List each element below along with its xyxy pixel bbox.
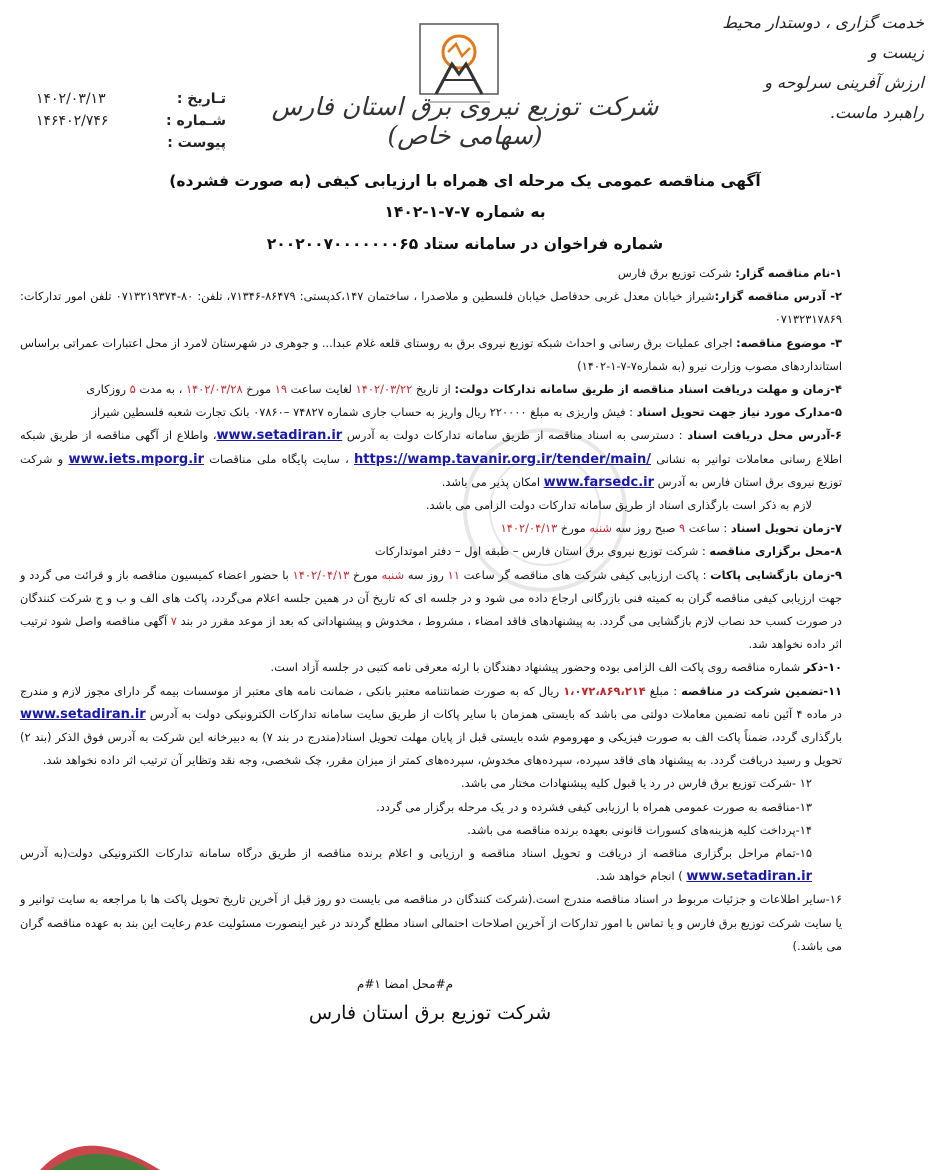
tender-number: به شماره ۷-۷-۱-۱۴۰۲ bbox=[384, 203, 546, 221]
item-7-date: ۱۴۰۲/۰۴/۱۳ bbox=[500, 521, 558, 536]
item-4-label: ۴-زمان و مهلت دریافت اسناد مناقصه از طریق سامانه تدارکات دولت: bbox=[454, 382, 842, 397]
item-9-text: آگهی مناقصه واصل شود ترتیب اثر داده نخواهد شد. bbox=[20, 614, 842, 652]
item-8 bbox=[20, 540, 842, 563]
item-9-ref: ۷ bbox=[170, 614, 177, 629]
item-5-label: ۵-مدارک مورد نیاز جهت تحویل اسناد bbox=[636, 405, 842, 420]
item-4-text: مورخ bbox=[242, 382, 275, 397]
item-4-start-date: ۱۴۰۲/۰۳/۲۲ bbox=[355, 382, 413, 397]
item-14: ۱۴-پرداخت کلیه هزینه‌های کسورات قانونی بعهده برنده مناقصه می باشد. bbox=[467, 822, 812, 837]
item-11 bbox=[20, 680, 842, 773]
guarantee-amount: ۱،۰۷۲،۸۶۹،۲۱۴ bbox=[563, 683, 646, 698]
item-10 bbox=[20, 656, 842, 679]
item-11-text: بارگذاری گردد، ضمناً پاکت الف به صورت فیزیکی و مهروموم شده بایستی قبل از پایان مهلت تحویل اسناد(مندرج در بند ۷) به دبیرخانه این شرکت به آدرس فوق الذکر (بند ۲) تحویل و رسید دریافت گردد. به پیشنهاد های فاقد سپرده، سپرده‌های مخدوش، سپرده‌های کمتر از میزان مقرر، چک شخصی، وجه نقد وتظایر آن ترتیب اثر داده نخواهد شد. bbox=[20, 730, 842, 768]
item-13: ۱۳-مناقصه به صورت عمومی همراه با ارزیابی کیفی فشرده و در یک مرحله برگزار می گردد. bbox=[376, 799, 812, 814]
item-9-text: : پاکت ارزیابی کیفی شرکت های مناقصه گر ساعت bbox=[459, 567, 711, 582]
item-11-text: : مبلغ bbox=[645, 683, 682, 698]
slogan-line: خدمت گزاری ، دوستدار محیط زیست و bbox=[722, 13, 924, 62]
item-4-end-date: ۱۴۰۲/۰۳/۲۸ bbox=[186, 382, 243, 397]
company-title: شرکت توزیع نیروی برق استان فارس (سهامی خاص) bbox=[271, 92, 659, 150]
item-8-label: ۸-محل برگزاری مناقصه bbox=[709, 544, 842, 559]
item-4-text: ، به مدت bbox=[135, 382, 187, 397]
date-value: ۱۴۰۲/۰۳/۱۳ bbox=[36, 91, 106, 107]
item-7-hour: ۹ bbox=[679, 521, 686, 536]
item-1-label: ۱-نام مناقصه گزار: bbox=[735, 266, 842, 280]
notice-title: آگهی مناقصه عمومی یک مرحله ای همراه با ارزیابی کیفی (به صورت فشرده) bbox=[169, 172, 761, 190]
item-6-text: ، واطلاع از آگهی مناقصه از طریق شبکه اطلاع رسانی معاملات توانیر به نشانی bbox=[20, 428, 842, 466]
item-3-label: ۳- موضوع مناقصه: bbox=[736, 335, 842, 350]
item-9-text: مورخ bbox=[349, 567, 382, 582]
item-4-hour: ۱۹ bbox=[274, 382, 287, 397]
letter-meta bbox=[36, 88, 226, 154]
item-6-label: ۶-آدرس محل دریافت اسناد bbox=[687, 428, 842, 443]
attachment-label: پیوست : bbox=[167, 135, 226, 151]
item-10-text: شماره مناقصه روی پاکت الف الزامی بوده وحضور پیشنهاد دهندگان با ارئه معرفی نامه کتبی در جلسه آزاد است. bbox=[270, 660, 804, 675]
item-1 bbox=[20, 262, 842, 285]
item-5-text: : فیش واریزی به مبلغ ۲۲۰۰۰۰ ریال واریز به حساب جاری شماره ۷۴۸۲۷ –۰۷۸۶۰ بانک تجارت شعبه فلسطین شیراز bbox=[91, 405, 637, 420]
date-label: تـاریخ : bbox=[176, 91, 226, 107]
item-7-text: صبح روز سه bbox=[611, 521, 679, 536]
item-4-days: ۵ bbox=[129, 382, 136, 397]
item-9-label: ۹-زمان بازگشایی پاکات bbox=[710, 567, 842, 582]
iets-link[interactable]: www.iets.mporg.ir bbox=[68, 451, 205, 467]
item-11-label: ۱۱-تضمین شرکت در مناقصه bbox=[681, 683, 842, 698]
item-9-hour: ۱۱ bbox=[447, 567, 460, 582]
item-7 bbox=[20, 517, 842, 540]
item-2-text: شیراز خیابان معدل غربی حدفاصل خیابان فلسطین و ملاصدرا ، ساختمان ۱۴۷،کدپستی: ۸۶۴۷۹-۷۱۳۴۶، تلفن: ۸۰-۰۷۱۳۲۱۹۳۷۴ تلفن امور تدارکات: ۰۷۱۳۲۳۱۷۸۶۹ bbox=[20, 289, 842, 327]
item-2 bbox=[20, 285, 842, 331]
call-number: شماره فراخوان در سامانه ستاد ۲۰۰۲۰۰۷۰۰۰۰۰۰۰۶۵ bbox=[266, 235, 664, 253]
tavanir-link[interactable]: https://wamp.tavanir.org.ir/tender/main/ bbox=[354, 451, 651, 467]
footer-emblem-icon bbox=[40, 1118, 160, 1170]
item-16: ۱۶-سایر اطلاعات و جزئیات مربوط در اسناد مناقصه مندرج است.(شرکت کنندگان در مناقصه می بایست دو روز قبل از آخرین تاریخ تحویل پاکت ها با مراجعه به سایت توانیر و یا سایت شرکت توزیع برق فارس و یا تماس با امور تدارکات از آخرین اصلاحات احتمالی اسناد مطلع گردند در غیر اینصورت مسئولیت عدم رعایت این بند به عهده مناقصه گران می باشد.) bbox=[20, 892, 842, 953]
item-10-label: ۱۰-ذکر bbox=[803, 660, 842, 675]
item-7-text: : ساعت bbox=[685, 521, 731, 536]
item-9-day: شنبه bbox=[381, 567, 405, 582]
item-9-text: روز سه bbox=[404, 567, 448, 582]
setadiran-link[interactable]: www.setadiran.ir bbox=[686, 869, 812, 885]
item-8-text: : شرکت توزیع نیروی برق استان فارس – طبقه اول – دفتر اموتدارکات bbox=[374, 544, 710, 559]
item-9 bbox=[20, 564, 842, 657]
item-12: ۱۲ -شرکت توزیع برق فارس در رد یا قبول کلیه پیشنهادات مختار می باشد. bbox=[461, 776, 812, 791]
setadiran-link[interactable]: www.setadiran.ir bbox=[20, 706, 146, 722]
item-9-text: با حضور اعضاء کمیسیون مناقصه باز و قرائت می گردد و جهت ارزیابی کیفی مناقصه گران به کمیته فنی بازرگانی ارجاع داده می شود و در جلسه ای که تاریخ آن در همین جلسه اعلام می‌گردد، پاکت های الف و ب و ج شرکت کنندگان در صورت کسب حد نصاب لازم بازگشایی می گردد. به پیشنهادهای فاقد امضاء ، مشروط ، مخدوش و پیشنهاداتی که بعد از موعد مقرر در بند bbox=[20, 567, 842, 629]
number-label: شـماره : bbox=[166, 113, 226, 129]
item-7-day: شنبه bbox=[589, 521, 612, 536]
item-4-text: از تاریخ bbox=[412, 382, 455, 397]
item-15 bbox=[20, 842, 842, 888]
company-slogan bbox=[719, 8, 924, 128]
item-4 bbox=[20, 378, 842, 401]
slogan-line: ارزش آفرینی سرلوحه و bbox=[764, 73, 924, 92]
item-3-text: اجرای عملیات برق رسانی و احداث شبکه توزیع نیروی برق به روستای قلعه غلام عبدا... و جوهری در شهرستان لامرد از محل اعتبارات عمراتی براساس استانداردهای مصوب وزارت نیرو (به شماره۷-۷-۱-۱۴۰۲) bbox=[20, 335, 842, 373]
item-6-text: امکان پذیر می باشد. bbox=[441, 474, 544, 489]
item-7-text: مورخ bbox=[557, 521, 590, 536]
item-5 bbox=[20, 401, 842, 424]
notice-body bbox=[20, 262, 842, 958]
attachment-row bbox=[36, 132, 226, 154]
farsedc-link[interactable]: www.farsedc.ir bbox=[543, 474, 655, 490]
number-value: ۱۴۶۴۰۲/۷۴۶ bbox=[36, 113, 109, 129]
slogan-line: راهبرد ماست. bbox=[829, 103, 924, 122]
item-9-date: ۱۴۰۲/۰۴/۱۳ bbox=[292, 567, 350, 582]
item-6 bbox=[20, 424, 842, 494]
item-6-note: لازم به ذکر است بارگذاری اسناد از طریق سامانه تدارکات دولت الزامی می باشد. bbox=[425, 498, 812, 513]
setadiran-link[interactable]: www.setadiran.ir bbox=[216, 428, 343, 444]
item-7-label: ۷-زمان تحویل اسناد bbox=[730, 521, 842, 536]
item-6-text: و شرکت توزیع نیروی برق استان فارس به آدرس bbox=[20, 451, 842, 489]
item-1-text: شرکت توزیع برق فارس bbox=[617, 266, 736, 280]
item-15-text: ) انجام خواهد شد. bbox=[595, 869, 687, 884]
item-4-text: لغایت ساعت bbox=[286, 382, 356, 397]
item-11-text: ریال که به صورت ضمانتنامه معتبر بانکی ، ضمانت نامه های معتبر از موسسات بیمه گر دارای مجوز لازم و مندرج در ماده ۴ آئین نامه تضمین معاملات دولتی می باشد که بایستی همزمان با سایر پاکات از طریق سایت سامانه تدارکات الکترونیکی دولت به آدرس bbox=[20, 683, 842, 721]
item-15-text: ۱۵-تمام مراحل برگزاری مناقصه از دریافت و تحویل اسناد مناقصه و ارزیابی و اعلام برنده مناقصه از طریق درگاه سامانه تدارکات الکترونیکی دولت(به آدرس bbox=[20, 846, 812, 861]
item-4-text: روزکاری bbox=[86, 382, 130, 397]
item-6-text: ، سایت پایگاه ملی مناقصات bbox=[204, 451, 354, 466]
item-6-text: : دسترسی به اسناد مناقصه از طریق سامانه تدارکات دولت به آدرس bbox=[342, 428, 688, 443]
number-row bbox=[36, 110, 226, 132]
signature-company: شرکت توزیع برق استان فارس bbox=[308, 1002, 552, 1024]
item-3 bbox=[20, 332, 842, 378]
signature-placeholder: م#محل امضا ۱#م bbox=[356, 977, 454, 991]
item-2-label: ۲- آدرس مناقصه گزار: bbox=[714, 289, 842, 304]
date-row bbox=[36, 88, 226, 110]
